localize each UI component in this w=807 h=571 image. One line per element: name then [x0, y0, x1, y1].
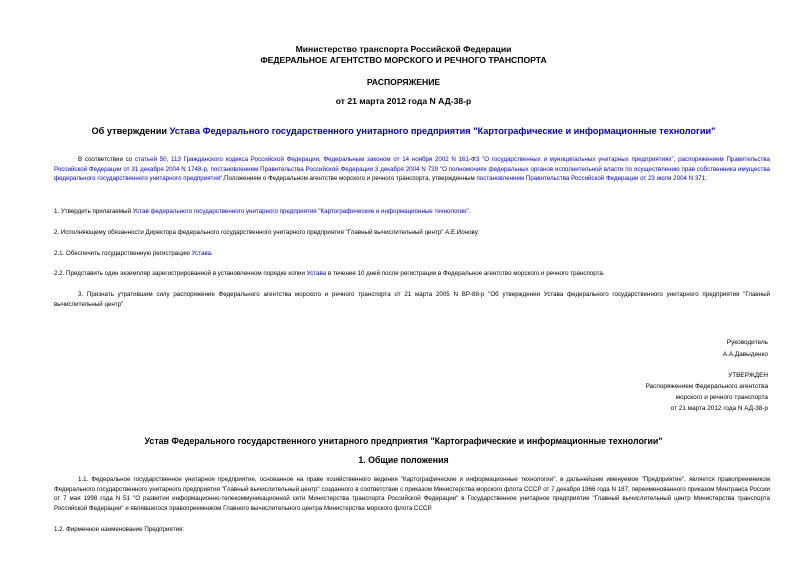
- signature-role: Руководитель: [726, 339, 768, 346]
- civil-code-link[interactable]: статьей 50, 113 Гражданского кодекса Российской Федерации: [134, 156, 320, 163]
- federal-law-link[interactable]: Федеральным законом от 14 ноября 2002 N 161-ФЗ "О государственных и муниципальных унитарных предприятиях": [323, 156, 674, 163]
- ministry-name: Министерство транспорта Российской Федерации: [295, 44, 512, 54]
- government-order-link[interactable]: распоряжением Правительства Российской Федерации от 31 декабря 2004 N 1748-р: [54, 156, 770, 173]
- item-1: [54, 207, 770, 217]
- item-2-2-charter-link[interactable]: Устава: [306, 270, 327, 277]
- intro-text-1: В соответствии со: [78, 156, 135, 163]
- item-2-1: [54, 249, 770, 259]
- document-type: РАСПОРЯЖЕНИЕ: [366, 77, 441, 87]
- intro-text-2: ,: [319, 156, 324, 163]
- item-1-prefix: 1. Утвердить прилагаемый: [54, 208, 133, 215]
- intro-text-4: ,: [206, 165, 211, 173]
- approved-line-1: Распоряжением Федерального агентства: [645, 383, 768, 390]
- title-charter-link[interactable]: Устава Федерального государственного унитарного предприятия "Картографические и информационные технологии": [169, 126, 716, 136]
- signature-name: А.А.Давыденко: [722, 351, 768, 358]
- approved-line-2: морского и речного транспорта: [675, 394, 768, 401]
- item-2-2-suffix: в течение 10 дней после регистрации в Федеральное агентство морского и речного транспорта.: [326, 270, 605, 277]
- item-1-charter-link[interactable]: Устав федерального государственного унитарного предприятия "Картографические и информационные технологии": [132, 208, 469, 215]
- document-title: [0, 126, 807, 136]
- item-2: 2. Исполняющему обязанности Директора федерального государственного унитарного предприятия "Главный вычислительный центр" А.Е.Ионову:: [54, 229, 480, 236]
- document-date: от 21 марта 2012 года N АД-38-р: [335, 96, 472, 106]
- item-3: 3. Признать утратившим силу распоряжение Федерального агентства морского и речного транспорта от 21 марта 2005 N ВР-88-р "Об утверждении Устава федерального государственного унитарного предприятия "Главный вычислительный центр": [54, 291, 770, 308]
- charter-title: Устав Федерального государственного унитарного предприятия "Картографические и информационные технологии": [144, 436, 663, 446]
- agency-name: ФЕДЕРАЛЬНОЕ АГЕНТСТВО МОРСКОГО И РЕЧНОГО ТРАНСПОРТА: [260, 55, 547, 65]
- approved-line-3: от 21 марта 2012 года N АД-38-р: [670, 405, 768, 412]
- charter-paragraph-1-2: 1.2. Фирменное наименование Предприятия:: [54, 526, 185, 533]
- title-prefix: Об утверждении: [91, 126, 170, 136]
- item-2-2: [54, 269, 770, 279]
- charter-paragraph-1-1: 1.1. Федеральное государственное унитарное предприятие, основанное на праве хозяйственного ведения "Картографические и информационные технологии", в дальнейшем именуемое "Предприятие", является правопреемником Федерального государственного унитарного предприятия "Главный вычислительный центр" созданного в соответствии с приказом Министерства морского флота СССР от 7 декабря 1966 года N 187, переименованного приказом Минтранса России от 7 мая 1998 года N 51 "О развитии информационно-телекоммуникационной сети Министерства транспорта Российской Федерации" в Государственное унитарное предприятие "Главный вычислительный центр Министерства транспорта Российской Федерации" и являвшегося правопреемником Главного вычислительного центра Министерства морского флота СССР.: [54, 476, 770, 512]
- item-1-suffix: .: [468, 208, 471, 215]
- intro-text-6: :: [705, 175, 707, 183]
- item-2-2-prefix: 2.2. Представить один экземпляр зарегистрированной в установленном порядке копии: [54, 270, 307, 277]
- item-2-1-prefix: 2.1. Обеспечить государственную регистрацию: [54, 250, 192, 257]
- government-resolution-371-link[interactable]: постановлением Правительства Российской Федерации от 23 июля 2004 N 371: [476, 175, 706, 183]
- item-2-1-suffix: .: [211, 250, 213, 257]
- intro-text-5: ,Положением о Федеральном агентстве морского и речного транспорта, утвержденным: [222, 175, 477, 183]
- approved-label: УТВЕРЖДЕН: [728, 372, 768, 379]
- intro-paragraph: [54, 155, 770, 184]
- item-2-1-charter-link[interactable]: Устава: [191, 250, 212, 257]
- section-1-heading: 1. Общие положения: [358, 455, 449, 465]
- intro-text-3: ,: [673, 156, 679, 163]
- government-resolution-739-link[interactable]: постановлением Правительства Российской Федерации 3 декабря 2004 N 739 "О полномочиях федеральных органов исполнительной власти по осуществлению прав собственника имущества федерального государственного унитарного предприятия": [54, 165, 770, 183]
